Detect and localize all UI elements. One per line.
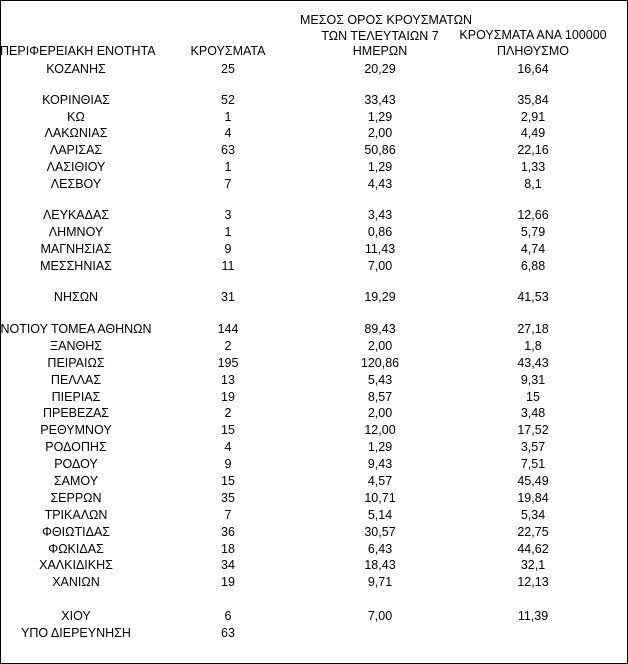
cell-per100k: 4,74 <box>520 242 546 256</box>
cell-region: ΛΑΚΩΝΙΑΣ <box>44 126 108 140</box>
cell-per100k: 32,1 <box>520 558 546 572</box>
cell-cases: 18 <box>221 542 235 556</box>
cell-cases: 9 <box>224 242 232 256</box>
cell-region: ΛΗΜΝΟΥ <box>48 225 104 239</box>
cell-cases: 36 <box>221 525 235 539</box>
table-row <box>0 542 628 557</box>
table-row <box>0 474 628 489</box>
cell-region: ΤΡΙΚΑΛΩΝ <box>44 508 108 522</box>
table-row <box>0 242 628 257</box>
cell-per100k: 45,49 <box>517 474 549 488</box>
table-row <box>0 525 628 540</box>
cell-cases: 15 <box>221 474 235 488</box>
table-row <box>0 558 628 573</box>
table-row <box>0 259 628 274</box>
table-row <box>0 626 628 641</box>
cell-cases: 144 <box>217 322 239 336</box>
table-row <box>0 423 628 438</box>
cell-region: ΧΙΟΥ <box>61 609 91 623</box>
cell-avg: 10,71 <box>364 491 396 505</box>
cell-cases: 13 <box>221 373 235 387</box>
cell-per100k: 43,43 <box>517 356 549 370</box>
cell-cases: 2 <box>224 339 232 353</box>
cell-cases: 6 <box>224 609 232 623</box>
table-row <box>0 508 628 523</box>
cell-cases: 19 <box>221 390 235 404</box>
cell-region: ΛΕΥΚΑΔΑΣ <box>42 208 110 222</box>
table-row <box>0 160 628 175</box>
table-row <box>0 390 628 405</box>
cell-cases: 25 <box>221 62 235 76</box>
cell-cases: 35 <box>221 491 235 505</box>
cell-cases: 4 <box>224 440 232 454</box>
table-row <box>0 609 628 624</box>
cell-avg: 7,00 <box>367 259 393 273</box>
table-row <box>0 208 628 223</box>
cell-cases: 34 <box>221 558 235 572</box>
cell-per100k: 16,64 <box>517 62 549 76</box>
cell-per100k: 2,91 <box>520 110 546 124</box>
header-region: ΠΕΡΙΦΕΡΕΙΑΚΗ ΕΝΟΤΗΤΑ <box>0 44 156 58</box>
cell-avg: 50,86 <box>364 143 396 157</box>
cell-region: ΜΕΣΣΗΝΙΑΣ <box>40 259 112 273</box>
cell-avg: 30,57 <box>364 525 396 539</box>
table-row <box>0 110 628 125</box>
cell-per100k: 9,31 <box>520 373 546 387</box>
cell-cases: 63 <box>221 626 235 640</box>
cell-avg: 7,00 <box>367 609 393 623</box>
cell-region: ΡΟΔΟΠΗΣ <box>45 440 107 454</box>
table-row <box>0 62 628 77</box>
table-row <box>0 177 628 192</box>
cell-region: ΦΘΙΩΤΙΔΑΣ <box>41 525 111 539</box>
cell-avg: 12,00 <box>364 423 396 437</box>
cell-region: ΞΑΝΘΗΣ <box>50 339 102 353</box>
cell-avg: 0,86 <box>367 225 393 239</box>
cell-region: ΧΑΛΚΙΔΙΚΗΣ <box>39 558 113 572</box>
cell-avg: 5,43 <box>367 373 393 387</box>
header-avg <box>300 13 473 60</box>
cell-per100k: 27,18 <box>517 322 549 336</box>
cell-cases: 7 <box>224 177 232 191</box>
cell-cases: 3 <box>224 208 232 222</box>
cell-avg: 18,43 <box>364 558 396 572</box>
cell-region: ΧΑΝΙΩΝ <box>52 575 100 589</box>
cell-cases: 7 <box>224 508 232 522</box>
cell-region: ΚΟΖΑΝΗΣ <box>46 62 106 76</box>
cell-per100k: 35,84 <box>517 93 549 107</box>
header-per100k-line2: ΠΛΗΘΥΣΜΟ <box>497 43 569 58</box>
cell-cases: 11 <box>221 259 235 273</box>
table-row <box>0 290 628 305</box>
table-row <box>0 373 628 388</box>
cell-avg: 11,43 <box>364 242 396 256</box>
cell-per100k: 11,39 <box>517 609 549 623</box>
cell-avg: 6,43 <box>367 542 393 556</box>
cell-avg: 33,43 <box>364 93 396 107</box>
table-row <box>0 93 628 108</box>
header-cases: ΚΡΟΥΣΜΑΤΑ <box>190 44 266 58</box>
cell-per100k: 3,57 <box>520 440 546 454</box>
cell-per100k: 22,16 <box>517 143 549 157</box>
cell-cases: 4 <box>224 126 232 140</box>
cell-avg: 89,43 <box>364 322 396 336</box>
table-row <box>0 339 628 354</box>
cell-region: ΡΕΘΥΜΝΟΥ <box>40 423 112 437</box>
cell-cases: 195 <box>217 356 239 370</box>
cell-cases: 52 <box>221 93 235 107</box>
cell-avg: 19,29 <box>364 290 396 304</box>
table-row <box>0 322 628 337</box>
cell-avg: 1,29 <box>367 110 393 124</box>
cell-region: ΚΟΡΙΝΘΙΑΣ <box>42 93 110 107</box>
table-row <box>0 406 628 421</box>
cell-region: ΥΠΟ ΔΙΕΡΕΥΝΗΣΗ <box>21 626 131 640</box>
cell-per100k: 19,84 <box>517 491 549 505</box>
table-row <box>0 491 628 506</box>
cell-per100k: 3,48 <box>520 406 546 420</box>
cell-region: ΠΡΕΒΕΖΑΣ <box>42 406 110 420</box>
cell-per100k: 12,66 <box>517 208 549 222</box>
header-avg-line3: ΗΜΕΡΩΝ <box>352 44 408 58</box>
table-row <box>0 457 628 472</box>
cell-region: ΛΑΣΙΘΙΟΥ <box>46 160 106 174</box>
cell-avg: 1,29 <box>367 440 393 454</box>
cell-per100k: 17,52 <box>517 423 549 437</box>
table-row <box>0 225 628 240</box>
cell-avg: 2,00 <box>367 406 393 420</box>
cell-cases: 1 <box>224 225 232 239</box>
cell-cases: 19 <box>221 575 235 589</box>
cell-region: ΣΕΡΡΩΝ <box>50 491 102 505</box>
cell-region: ΡΟΔΟΥ <box>54 457 98 471</box>
cell-avg: 2,00 <box>367 339 393 353</box>
cell-per100k: 5,34 <box>520 508 546 522</box>
cell-cases: 1 <box>224 160 232 174</box>
cell-avg: 9,71 <box>367 575 393 589</box>
header-avg-line2: ΤΩΝ ΤΕΛΕΥΤΑΙΩΝ 7 <box>321 28 439 43</box>
cell-per100k: 7,51 <box>520 457 546 471</box>
cell-region: ΛΑΡΙΣΑΣ <box>49 143 103 157</box>
cell-avg: 4,43 <box>367 177 393 191</box>
cell-avg: 5,14 <box>367 508 393 522</box>
cell-per100k: 15 <box>526 390 540 404</box>
cell-per100k: 22,75 <box>517 525 549 539</box>
header-per100k <box>448 28 618 59</box>
cell-avg: 120,86 <box>360 356 400 370</box>
cell-per100k: 12,13 <box>517 575 549 589</box>
cell-region: ΠΕΛΛΑΣ <box>50 373 102 387</box>
cell-per100k: 6,88 <box>520 259 546 273</box>
cell-region: ΣΑΜΟΥ <box>53 474 99 488</box>
table-row <box>0 575 628 590</box>
cell-region: ΠΕΙΡΑΙΩΣ <box>47 356 105 370</box>
cell-region: ΛΕΣΒΟΥ <box>50 177 102 191</box>
cell-per100k: 1,33 <box>520 160 546 174</box>
table-row <box>0 126 628 141</box>
cell-cases: 15 <box>221 423 235 437</box>
cell-per100k: 41,53 <box>517 290 549 304</box>
cell-cases: 63 <box>221 143 235 157</box>
cell-region: ΝΗΣΩΝ <box>53 290 99 304</box>
cell-avg: 8,57 <box>367 390 393 404</box>
cell-region: ΠΙΕΡΙΑΣ <box>51 390 101 404</box>
cell-per100k: 4,49 <box>520 126 546 140</box>
cell-avg: 20,29 <box>364 62 396 76</box>
cell-avg: 9,43 <box>367 457 393 471</box>
cell-region: ΜΑΓΝΗΣΙΑΣ <box>40 242 112 256</box>
cell-avg: 1,29 <box>367 160 393 174</box>
cell-region: ΝΟΤΙΟΥ ΤΟΜΕΑ ΑΘΗΝΩΝ <box>0 322 152 336</box>
cell-region: ΦΩΚΙΔΑΣ <box>48 542 104 556</box>
cell-per100k: 5,79 <box>520 225 546 239</box>
table-row <box>0 440 628 455</box>
cell-cases: 2 <box>224 406 232 420</box>
header-avg-line1: ΜΕΣΟΣ ΟΡΟΣ ΚΡΟΥΣΜΑΤΩΝ <box>300 13 473 27</box>
cell-per100k: 8,1 <box>524 177 542 191</box>
cell-region: ΚΩ <box>67 110 85 124</box>
cell-avg: 3,43 <box>367 208 393 222</box>
cell-avg: 4,57 <box>367 474 393 488</box>
cell-avg: 2,00 <box>367 126 393 140</box>
cell-per100k: 1,8 <box>524 339 542 353</box>
cell-cases: 9 <box>224 457 232 471</box>
cell-cases: 1 <box>224 110 232 124</box>
cell-cases: 31 <box>221 290 235 304</box>
table-row <box>0 143 628 158</box>
cell-per100k: 44,62 <box>517 542 549 556</box>
header-per100k-line1: ΚΡΟΥΣΜΑΤΑ ΑΝΑ 100000 <box>459 28 607 42</box>
table-row <box>0 356 628 371</box>
